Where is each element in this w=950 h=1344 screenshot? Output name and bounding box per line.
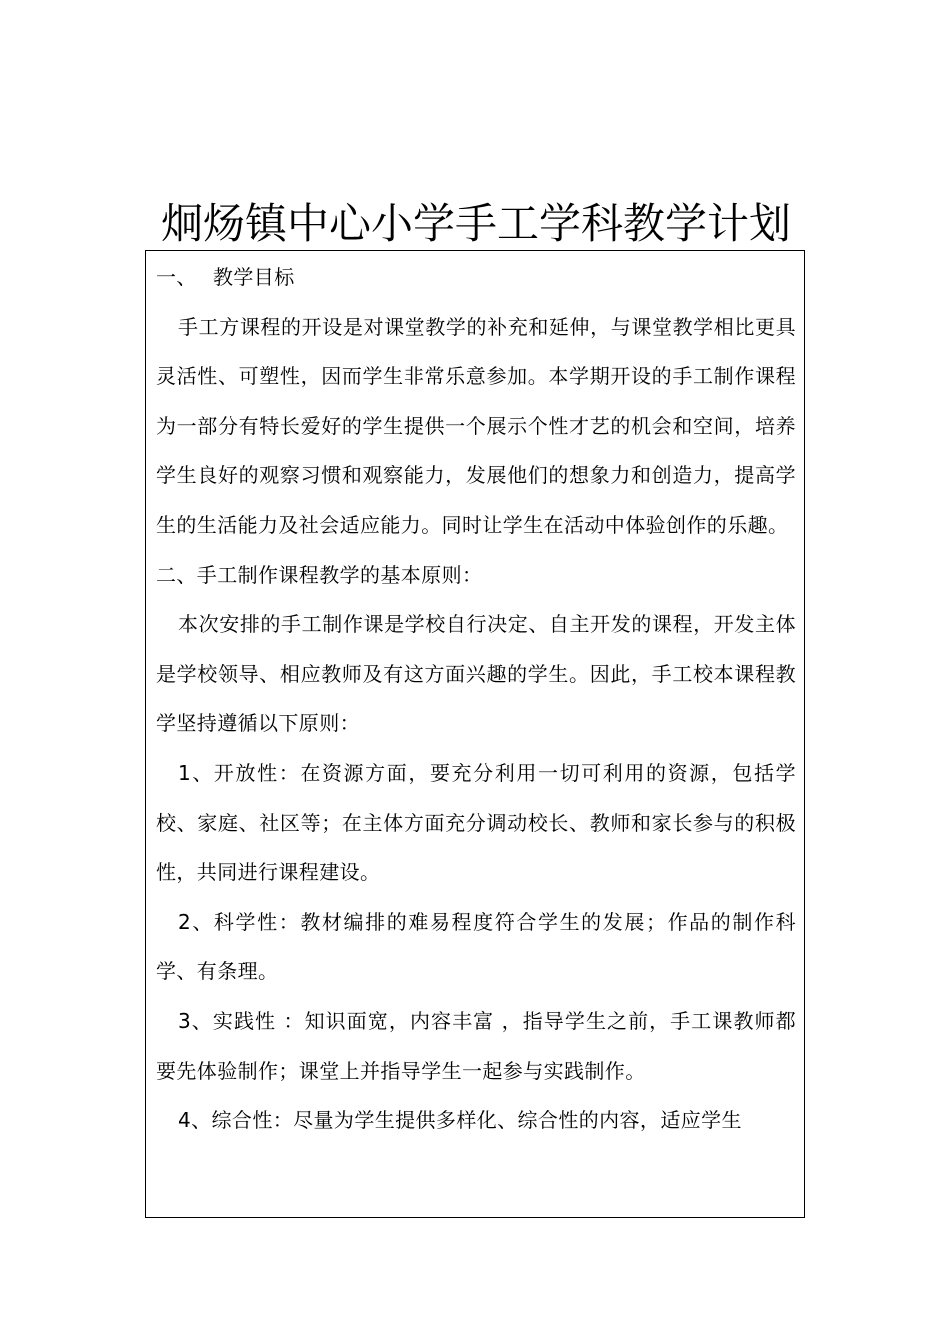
principle-4: 4、综合性：尽量为学生提供多样化、综合性的内容，适应学生 [178,1108,742,1133]
principle-2: 2、科学性：教材编排的难易程度符合学生的发展；作品的制作科学、有条理。 [156,909,796,984]
document-body [156,253,796,1146]
section-1-paragraph: 手工方课程的开设是对课堂教学的补充和延伸，与课堂教学相比更具灵活性、可塑性，因而学生非常乐意参加。本学期开设的手工制作课程为一部分有特长爱好的学生提供一个展示个性才艺的机会和空间，培养学生良好的观察习惯和观察能力，发展他们的想象力和创造力，提高学生的生活能力及社会适应能力。同时让学生在活动中体验创作的乐趣。 [156,314,796,537]
content-box [145,250,805,1218]
principle-3: 3、实践性 ：知识面宽，内容丰富 ，指导学生之前，手工课教师都要先体验制作；课堂上并指导学生一起参与实践制作。 [156,1008,796,1083]
document-title: 炯炀镇中心小学手工学科教学计划 [160,199,791,248]
section-2-heading: 二、手工制作课程教学的基本原则： [156,562,483,587]
section-1-title: 教学目标 [213,265,295,289]
principle-1: 1、开放性：在资源方面，要充分利用一切可利用的资源，包括学校、家庭、社区等；在主体方面充分调动校长、教师和家长参与的积极性，共同进行课程建设。 [156,760,796,885]
section-1-heading [156,253,796,303]
section-1-number: 一、 [156,265,197,289]
section-2-intro: 本次安排的手工制作课是学校自行决定、自主开发的课程，开发主体是学校领导、相应教师及有这方面兴趣的学生。因此，手工校本课程教学坚持遵循以下原则： [156,612,796,736]
